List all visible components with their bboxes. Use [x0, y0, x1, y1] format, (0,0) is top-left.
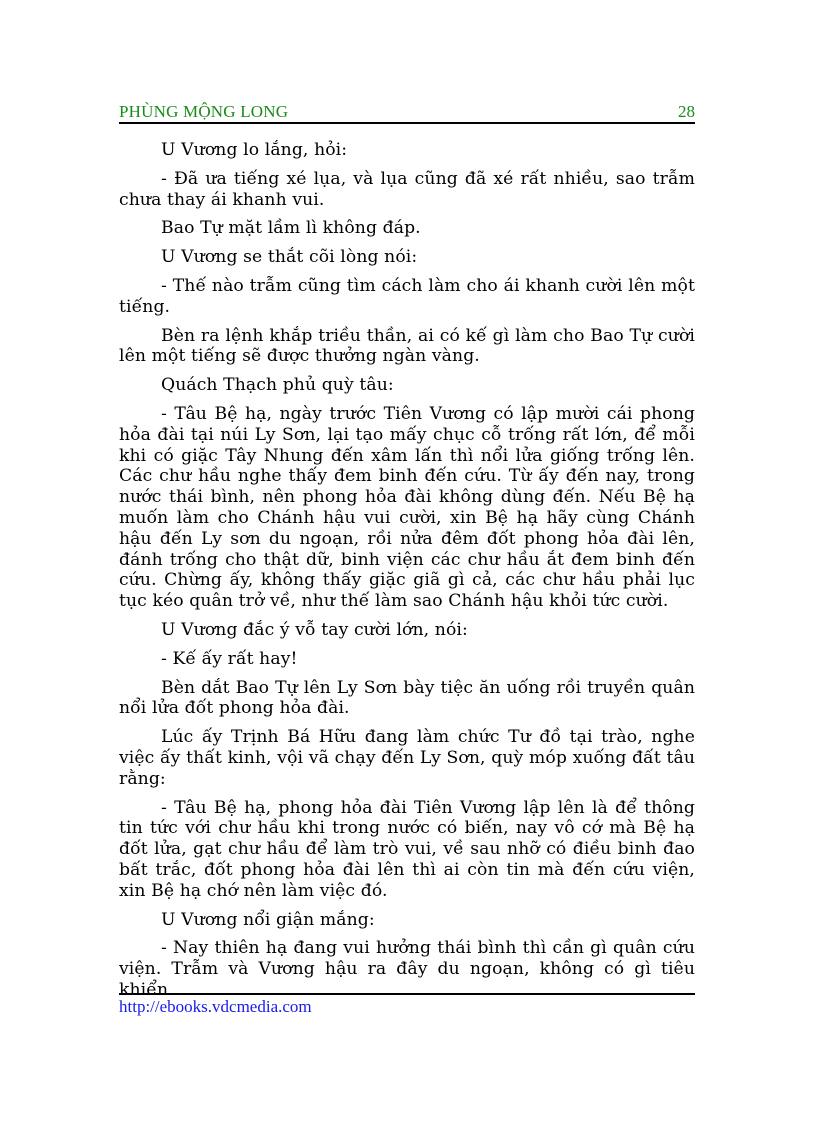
paragraph: Bao Tự mặt lầm lì không đáp. [161, 218, 421, 239]
paragraph: U Vương lo lắng, hỏi: [161, 140, 348, 160]
paragraph: - Đã ưa tiếng xé lụa, và lụa cũng đã xé rất nhiều, sao trẫm chưa thay ái khanh vui. [119, 168, 695, 210]
footer-link[interactable]: http://ebooks.vdcmedia.com [119, 997, 312, 1016]
paragraph: Bèn ra lệnh khắp triều thần, ai có kế gì làm cho Bao Tự cười lên một tiếng sẽ được thưởng ngàn vàng. [119, 325, 695, 367]
page-header [119, 102, 695, 124]
paragraph: - Kế ấy rất hay! [161, 648, 298, 669]
paragraph: - Tâu Bệ hạ, phong hỏa đài Tiên Vương lập lên là để thông tin tức với chư hầu khi trong nước có biến, nay vô cớ mà Bệ hạ đốt lửa, gạt chư hầu để làm trò vui, về sau nhỡ có điều binh đao bất trắc, đốt phong hỏa đài lên thì ai còn tin mà đến cứu viện, xin Bệ hạ chớ nên làm việc đó. [119, 797, 695, 901]
page-body [119, 140, 695, 1009]
paragraph: - Thế nào trẫm cũng tìm cách làm cho ái khanh cười lên một tiếng. [119, 275, 695, 317]
paragraph: - Nay thiên hạ đang vui hưởng thái bình thì cần gì quân cứu viện. Trẫm và Vương hậu ra đây du ngoạn, không có gì tiêu khiển [119, 938, 695, 1000]
paragraph: U Vương đắc ý vỗ tay cười lớn, nói: [161, 619, 468, 640]
paragraph: Lúc ấy Trịnh Bá Hữu đang làm chức Tư đồ tại trào, nghe việc ấy thất kinh, vội vã chạy đến Ly Sơn, quỳ móp xuống đất tâu rằng: [119, 727, 695, 789]
paragraph: Quách Thạch phủ quỳ tâu: [161, 375, 394, 396]
paragraph: U Vương nổi giận mắng: [161, 909, 375, 930]
page-number: 28 [678, 102, 695, 121]
paragraph: U Vương se thắt cõi lòng nói: [161, 247, 418, 268]
book-title: PHÙNG MỘNG LONG [119, 102, 289, 121]
footer-divider [119, 993, 695, 995]
paragraph: - Tâu Bệ hạ, ngày trước Tiên Vương có lập mười cái phong hỏa đài tại núi Ly Sơn, lại tạo mấy chục cỗ trống rất lớn, để mỗi khi có giặc Tây Nhung đến xâm lấn thì nổi lửa giống trống lên. Các chư hầu nghe thấy đem binh đến cứu. Từ ấy đến nay, trong nước thái bình, nên phong hỏa đài không dùng đến. Nếu Bệ hạ muốn làm cho Chánh hậu vui cười, xin Bệ hạ hãy cùng Chánh hậu đến Ly sơn du ngoạn, rồi nửa đêm đốt phong hỏa đài lên, đánh trống cho thật dữ, binh viện các chư hầu ắt đem binh đến cứu. Chừng ấy, không thấy giặc giã gì cả, các chư hầu phải lục tục kéo quân trở về, như thế làm sao Chánh hậu khỏi tức cười. [119, 403, 695, 612]
paragraph: Bèn dắt Bao Tự lên Ly Sơn bày tiệc ăn uống rồi truyền quân nổi lửa đốt phong hỏa đài. [119, 677, 695, 719]
